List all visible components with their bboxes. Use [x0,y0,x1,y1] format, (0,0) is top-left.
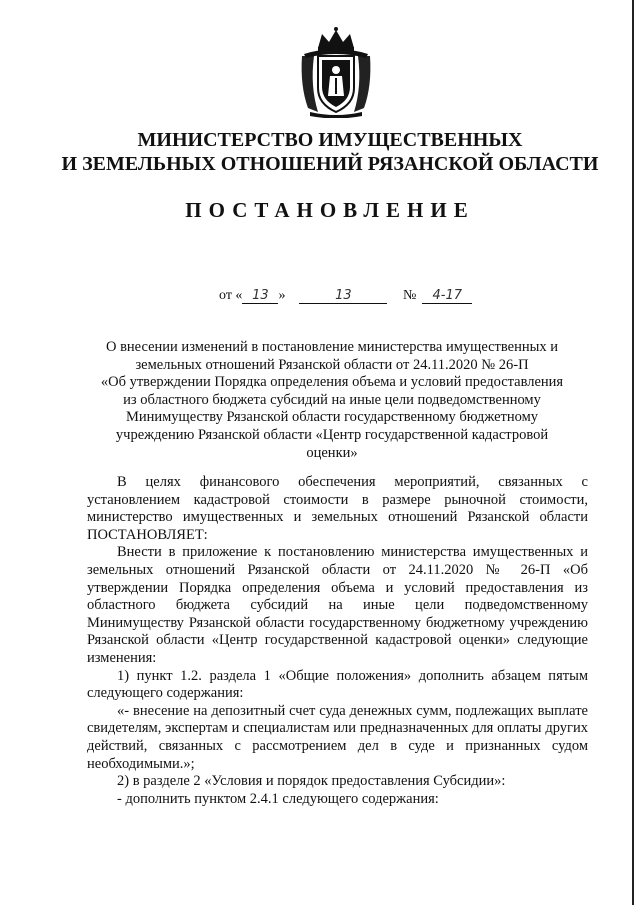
date-mid: » [278,288,286,303]
date-month: 13 [299,288,387,304]
scan-edge-line [632,0,634,905]
subject-line: учреждению Рязанской области «Центр государственной кадастровой [115,426,549,443]
document-number: 4-17 [422,288,472,304]
item-2-paragraph: 2) в разделе 2 «Условия и порядок предоставления Субсидии»: [117,773,506,790]
document-body [87,474,588,808]
ministry-line-2: И ЗЕМЕЛЬНЫХ ОТНОШЕНИЙ РЯЗАНСКОЙ ОБЛАСТИ [61,153,599,175]
item-2a-paragraph: - дополнить пунктом 2.4.1 следующего содержания: [117,790,439,807]
quote-paragraph: «- внесение на депозитный счет суда денежных сумм, подлежащих выплате свидетелям, экспертам и специалистам или предназначенных для оплаты других действий, связанных с рассмотрением дел в суде и признанных судом необходимыми.»; [87,702,588,772]
number-label: № [402,288,417,303]
item-1-paragraph: 1) пункт 1.2. раздела 1 «Общие положения» дополнить абзацем пятым следующего содержания: [87,667,588,702]
ministry-name [60,128,600,176]
main-paragraph: Внести в приложение к постановлению министерства имущественных и земельных отношений Рязанской области от 24.11.2020 № 26-П «Об утверждении Порядка определения объема и условий предоставления из областного бюджета субсидий на иные цели подведомственному Минимуществу Рязанской области государственному бюджетному учреждению Рязанской области «Центр государственной кадастровой оценки» следующие изменения: [87,544,588,666]
subject-line: оценки» [306,444,358,461]
document-subject [82,339,582,462]
ryazan-coat-of-arms-icon [296,26,376,118]
date-prefix: от « [219,288,243,303]
date-day: 13 [242,288,278,304]
document-type-title: ПОСТАНОВЛЕНИЕ [185,198,475,222]
subject-line: земельных отношений Рязанской области от 24.11.2020 № 26-П [135,356,529,373]
ministry-line-1: МИНИСТЕРСТВО ИМУЩЕСТВЕННЫХ [137,129,523,151]
subject-line: из областного бюджета субсидий на иные цели подведомственному [123,391,541,408]
date-number-line [219,288,472,304]
subject-line: Минимуществу Рязанской области государственному бюджетному [125,409,539,426]
subject-line: О внесении изменений в постановление министерства имущественных и [105,339,558,355]
subject-line: «Об утверждении Порядка определения объема и условий предоставления [100,374,564,391]
preamble-paragraph: В целях финансового обеспечения мероприятий, связанных с установлением кадастровой стоимости в размере рыночной стоимости, министерство имущественных и земельных отношений Рязанской области ПОСТАНОВЛЯЕТ: [87,474,588,543]
